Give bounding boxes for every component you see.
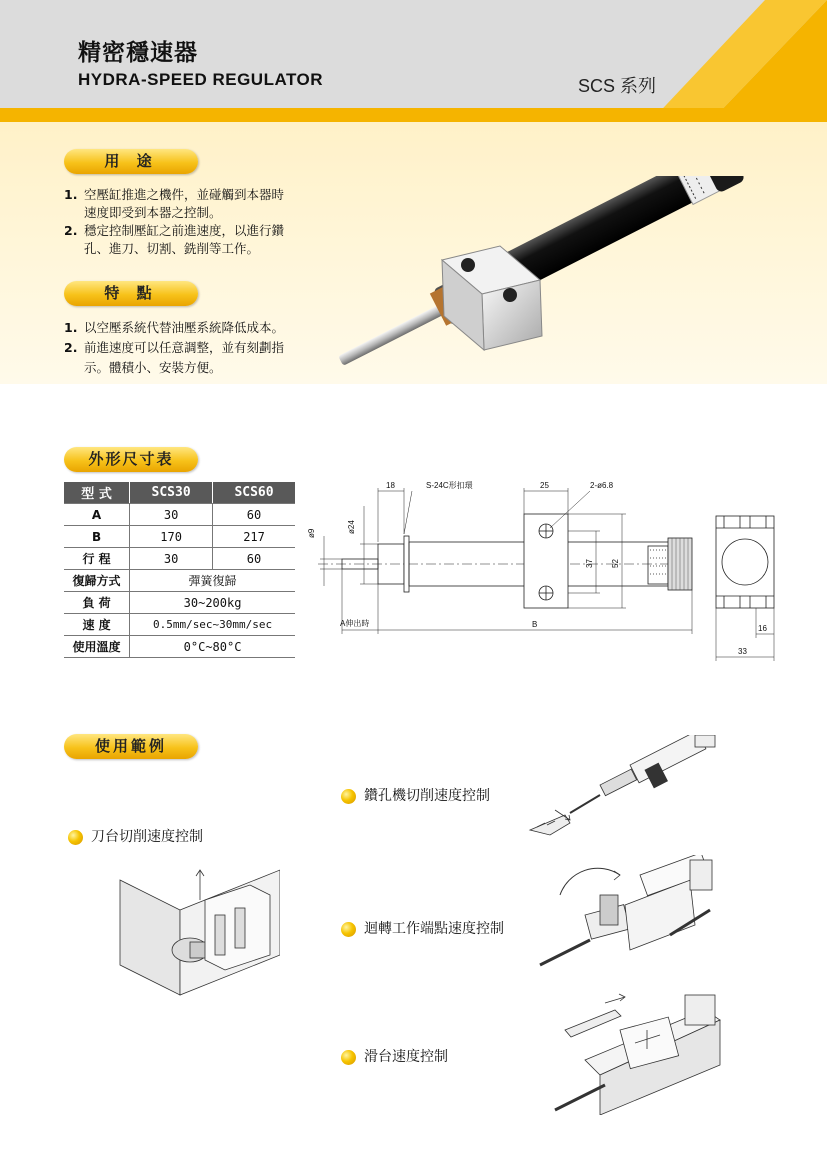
table-header: SCS60 bbox=[213, 482, 295, 504]
dim-33: 33 bbox=[738, 647, 747, 656]
table-header: SCS30 bbox=[130, 482, 213, 504]
table-cell-label: 行 程 bbox=[64, 548, 130, 570]
table-row bbox=[64, 614, 295, 636]
bullet-icon bbox=[341, 922, 356, 937]
list-text-cont: 示。體積小、安裝方便。 bbox=[84, 360, 222, 375]
list-item bbox=[64, 318, 324, 338]
dim-16: 16 bbox=[758, 624, 767, 633]
table-cell-label: B bbox=[64, 526, 130, 548]
bullet-icon bbox=[341, 1050, 356, 1065]
table-row bbox=[64, 636, 295, 658]
table-cell: 30~200kg bbox=[130, 592, 295, 614]
features-heading: 特 點 bbox=[64, 281, 198, 306]
product-image bbox=[330, 176, 780, 376]
header-yellow-wedge bbox=[560, 0, 827, 122]
list-num: 1. bbox=[64, 320, 78, 335]
drill-illustration bbox=[525, 735, 725, 845]
dim-dia24: ø24 bbox=[347, 520, 356, 534]
list-item bbox=[64, 186, 324, 204]
table-row bbox=[64, 592, 295, 614]
dim-snap-ring: S-24C形扣環 bbox=[426, 481, 473, 490]
table-cell: 60 bbox=[213, 548, 295, 570]
list-text-cont: 速度即受到本器之控制。 bbox=[84, 205, 222, 220]
list-text: 以空壓系統代替油壓系統降低成本。 bbox=[84, 320, 285, 335]
list-text: 穩定控制壓缸之前進速度，以進行鑽 bbox=[84, 223, 285, 238]
dim-52: 52 bbox=[611, 559, 620, 568]
dim-a: A伸出時 bbox=[340, 619, 370, 628]
rotary-illustration bbox=[530, 855, 730, 970]
application-label: 滑台速度控制 bbox=[364, 1049, 448, 1065]
list-text: 前進速度可以任意調整，並有刻劃指 bbox=[84, 340, 285, 355]
series-label: SCS 系列 bbox=[578, 76, 657, 96]
slide-table-illustration bbox=[545, 985, 725, 1115]
table-header: 型 式 bbox=[64, 482, 130, 504]
table-cell-label: 負 荷 bbox=[64, 592, 130, 614]
usage-list bbox=[64, 186, 324, 258]
table-cell-label: 復歸方式 bbox=[64, 570, 130, 592]
list-num: 2. bbox=[64, 340, 78, 355]
dim-b: B bbox=[532, 620, 538, 629]
table-cell: 217 bbox=[213, 526, 295, 548]
list-num: 2. bbox=[64, 223, 78, 238]
table-cell: 170 bbox=[130, 526, 213, 548]
application-label: 刀台切削速度控制 bbox=[91, 829, 203, 845]
dim-holes: 2-ø6.8 bbox=[590, 481, 614, 490]
dim-18: 18 bbox=[386, 481, 395, 490]
page-title-cn: 精密穩速器 bbox=[78, 40, 198, 66]
application-label: 迴轉工作端點速度控制 bbox=[364, 921, 504, 937]
list-num: 1. bbox=[64, 187, 78, 202]
dim-25: 25 bbox=[540, 481, 549, 490]
bullet-icon bbox=[341, 789, 356, 804]
table-row bbox=[64, 548, 295, 570]
table-row bbox=[64, 504, 295, 526]
table-cell: 彈簧復歸 bbox=[130, 570, 295, 592]
dim-37: 37 bbox=[585, 559, 594, 568]
dimensions-heading: 外形尺寸表 bbox=[64, 447, 198, 472]
table-row bbox=[64, 570, 295, 592]
table-cell: 30 bbox=[130, 504, 213, 526]
table-row bbox=[64, 526, 295, 548]
page-title-en: HYDRA-SPEED REGULATOR bbox=[78, 70, 324, 89]
table-cell-label: 使用溫度 bbox=[64, 636, 130, 658]
table-header-row bbox=[64, 482, 295, 504]
bullet-icon bbox=[68, 830, 83, 845]
dimension-drawing bbox=[300, 476, 785, 666]
tool-rest-illustration bbox=[110, 860, 280, 1010]
dim-dia9: ø9 bbox=[307, 528, 316, 538]
application-item bbox=[68, 826, 203, 846]
header-stripe bbox=[0, 108, 827, 122]
table-cell-label: A bbox=[64, 504, 130, 526]
features-list bbox=[64, 318, 324, 378]
list-text: 空壓缸推進之機件，並碰觸到本器時 bbox=[84, 187, 285, 202]
list-text-cont: 孔、進刀、切割、銑削等工作。 bbox=[84, 241, 260, 256]
spec-table bbox=[64, 482, 295, 658]
application-item bbox=[341, 785, 490, 805]
table-cell: 0°C~80°C bbox=[130, 636, 295, 658]
application-item bbox=[341, 1046, 448, 1066]
usage-heading: 用 途 bbox=[64, 149, 198, 174]
applications-heading: 使用範例 bbox=[64, 734, 198, 759]
list-item bbox=[64, 222, 324, 240]
table-cell: 30 bbox=[130, 548, 213, 570]
application-item bbox=[341, 918, 504, 938]
application-label: 鑽孔機切削速度控制 bbox=[364, 788, 490, 804]
list-item bbox=[64, 338, 324, 358]
table-cell-label: 速 度 bbox=[64, 614, 130, 636]
table-cell: 60 bbox=[213, 504, 295, 526]
table-cell: 0.5mm/sec~30mm/sec bbox=[130, 614, 295, 636]
